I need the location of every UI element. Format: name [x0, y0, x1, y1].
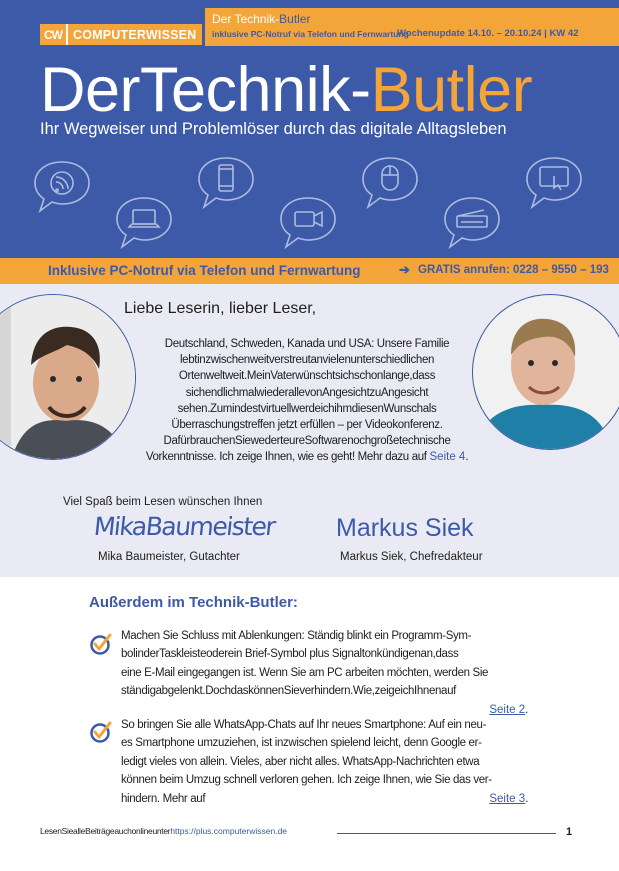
rss-feed-icon: [32, 158, 92, 216]
intro-text: [138, 336, 476, 466]
teaser-line: ständigabgelenkt.DochdaskönnenSieverhindern.Wie,zeigeichIhnenauf: [121, 685, 456, 698]
footer-note: LesenSiealleBeiträgeauchonlineunterhttps://plus.computerwissen.de: [40, 826, 288, 836]
author-name-markus: Markus Siek, Chefredakteur: [340, 551, 483, 563]
intro-line: Deutschland, Schweden, Kanada und USA: Unsere Familie: [164, 338, 450, 350]
teaser-line: es Smartphone umzuziehen, ist inzwischen spielend leicht, denn Google er-: [121, 737, 482, 750]
signature-mika: MikaBaumeister: [92, 512, 276, 541]
issue-subtitle: inklusive PC-Notruf via Telefon und Fernwartung: [212, 29, 409, 39]
greeting: Liebe Leserin, lieber Leser,: [124, 300, 317, 317]
teaser-line: So bringen Sie alle WhatsApp-Chats auf Ihr neues Smartphone: Auf ein neu-: [121, 719, 487, 731]
scanner-icon: [442, 194, 502, 252]
strip-main-text: Inklusive PC-Notruf via Telefon und Fernwartung: [48, 263, 361, 278]
page-4-link[interactable]: Seite 4: [429, 451, 466, 464]
computerwissen-logo[interactable]: [40, 24, 202, 45]
pc-notruf-strip: [0, 258, 619, 284]
masthead-title: DerTechnik-Butler: [40, 55, 533, 125]
arrow-right-icon: ➔: [399, 262, 410, 277]
footer-url-link[interactable]: https://plus.computerwissen.de: [170, 826, 288, 836]
masthead-tagline: Ihr Wegweiser und Problemlöser durch das digitale Alltagsleben: [40, 120, 507, 138]
hotline-text[interactable]: GRATIS anrufen: 0228 – 9550 – 193: [418, 264, 609, 276]
teaser-link-line: Seite 2.: [489, 703, 528, 716]
teaser-line: Machen Sie Schluss mit Ablenkungen: Ständig blinkt ein Programm-Sym-: [121, 630, 472, 642]
intro-line: Überraschungstreffen jetzt erfüllen – per Videokonferenz.: [171, 419, 443, 432]
intro-line: Ortenweltweit.MeinVaterwünschtsichschonlange,dass: [178, 370, 436, 383]
intro-line: sichendlichmalwiederallevonAngesichtzuAngesicht: [185, 386, 429, 399]
logo-text: COMPUTERWISSEN: [73, 27, 197, 42]
intro-line: lebtinzwischenweitverstreutanvielenunterschiedlichen: [179, 354, 435, 367]
device-icons-row: [0, 148, 619, 256]
teaser-line: bolinderTaskleisteoderein Brief-Symbol plus Signaltonkündigenan,dass: [121, 648, 459, 661]
week-update: Wochenupdate 14.10. – 20.10.24 | KW 42: [397, 28, 579, 39]
teaser-line: können beim Umzug schnell verloren gehen. Ich zeige Ihnen, wie Sie das ver-: [121, 774, 492, 787]
intro-line: DafürbrauchenSiewederteureSoftwarenochgroßetechnische: [163, 435, 451, 448]
author-photo-markus: [472, 294, 619, 450]
tablet-touch-icon: [524, 154, 584, 212]
more-heading: Außerdem im Technik-Butler:: [89, 594, 298, 611]
teaser-line: eine E-Mail eingegangen ist. Wenn Sie am PC arbeiten möchten, werden Sie: [121, 666, 489, 679]
laptop-icon: [114, 194, 174, 252]
issue-title: Der Technik-Butler: [212, 12, 311, 26]
teaser-line: ledigt vieles von allein. Vieles, aber nicht alles. WhatsApp-Nachrichten etwa: [121, 755, 480, 768]
video-camera-icon: [278, 194, 338, 252]
teaser-link-line: hindern. Mehr auf Seite 3.: [121, 792, 528, 805]
smartphone-icon: [196, 154, 256, 212]
footer-divider: [337, 833, 556, 834]
check-circle-icon: [89, 720, 113, 744]
closing-wishes: Viel Spaß beim Lesen wünschen Ihnen: [63, 496, 263, 508]
page-3-link[interactable]: Seite 3: [489, 792, 526, 805]
logo-mark: CW: [40, 24, 68, 45]
teaser-item: [121, 627, 528, 719]
teaser-item: [121, 716, 528, 808]
intro-line: sehen.ZumindestvirtuellwerdeichihmdiesenWunschals: [177, 402, 437, 415]
page-2-link[interactable]: Seite 2: [489, 703, 526, 716]
check-circle-icon: [89, 632, 113, 656]
mouse-icon: [360, 154, 420, 212]
intro-line-last: Vorkenntnisse. Ich zeige Ihnen, wie es geht! Mehr dazu auf Seite 4.: [145, 451, 469, 464]
header-band: [0, 0, 619, 258]
issue-bar: [205, 8, 619, 46]
author-name-mika: Mika Baumeister, Gutachter: [98, 551, 240, 563]
page-number: 1: [566, 826, 573, 838]
signature-markus: Markus Siek: [336, 514, 474, 542]
